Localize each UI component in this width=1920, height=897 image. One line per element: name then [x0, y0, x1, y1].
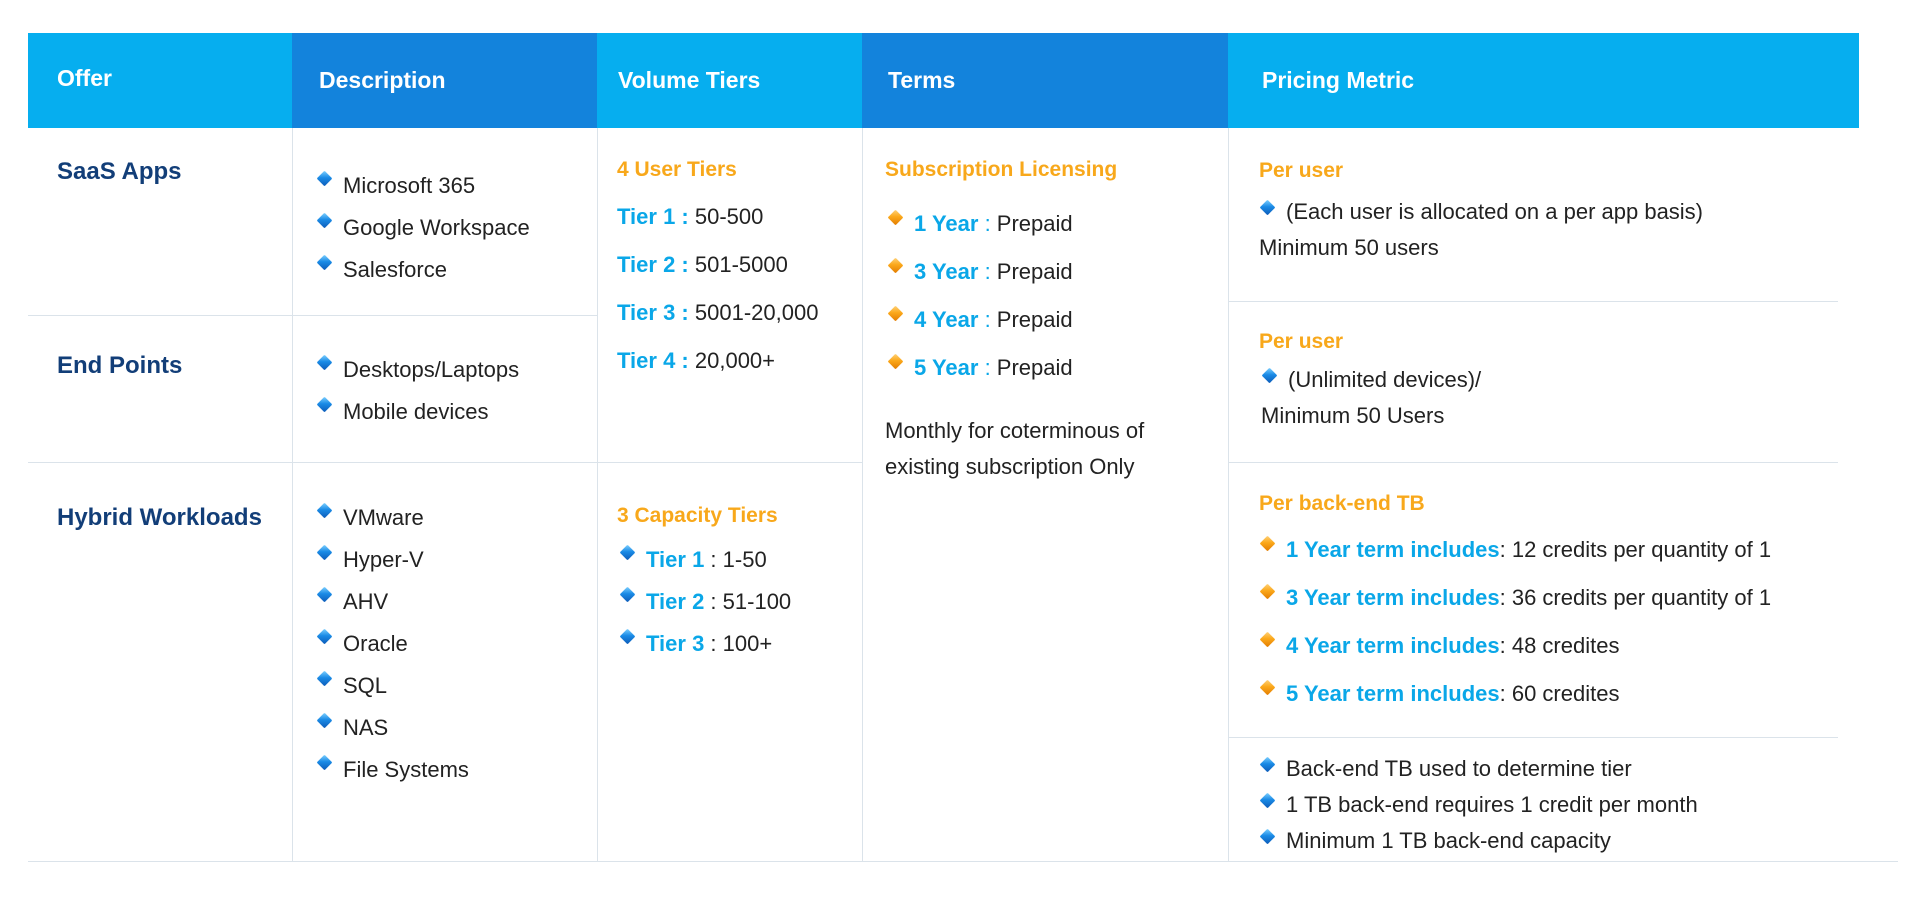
- term-value: Prepaid: [996, 355, 1073, 380]
- diamond-bullet-icon: [1260, 680, 1276, 696]
- list-item: [1259, 670, 1771, 718]
- list-item-label: VMware: [343, 505, 424, 530]
- list-item: [1259, 751, 1698, 787]
- tier-separator: :: [704, 547, 723, 572]
- list-item-label: Salesforce: [343, 257, 447, 282]
- column-divider: [1228, 128, 1229, 861]
- tier-separator: :: [675, 348, 695, 373]
- diamond-bullet-icon: [1260, 536, 1276, 552]
- diamond-bullet-icon: [317, 629, 333, 645]
- term-label: 1 Year term includes: [1286, 537, 1500, 562]
- list-item-label: 1 TB back-end requires 1 credit per month: [1286, 792, 1698, 817]
- pricing-hybrid-title: Per back-end TB: [1259, 492, 1425, 515]
- term-label: 4 Year: [914, 307, 979, 332]
- tier-range: 20,000+: [694, 348, 776, 373]
- list-item: [316, 623, 469, 665]
- description-saas-list: [316, 165, 530, 291]
- tier-separator: :: [675, 300, 695, 325]
- header-pricing-metric: Pricing Metric: [1228, 33, 1859, 128]
- list-item-label: Hyper-V: [343, 547, 424, 572]
- terms-note-line: existing subscription Only: [885, 454, 1135, 479]
- capacity-tiers-title: 3 Capacity Tiers: [617, 504, 778, 527]
- pricing-saas-title: Per user: [1259, 159, 1344, 182]
- list-item: [1261, 362, 1481, 398]
- diamond-bullet-icon: [317, 213, 333, 229]
- tier-separator: :: [675, 204, 695, 229]
- list-item: [316, 349, 519, 391]
- term-separator: :: [978, 211, 997, 236]
- list-item: [887, 248, 1073, 296]
- list-item-label: NAS: [343, 715, 389, 740]
- tier-label: Tier 2: [646, 589, 705, 614]
- term-value: : 60 credites: [1499, 681, 1620, 706]
- list-item: [1259, 574, 1771, 622]
- diamond-bullet-icon: [317, 587, 333, 603]
- list-item: [316, 749, 469, 791]
- list-item-label: Microsoft 365: [343, 173, 476, 198]
- user-tier-row: [617, 204, 763, 230]
- list-item-label: (Each user is allocated on a per app basis): [1286, 199, 1704, 224]
- tier-label: Tier 2: [617, 252, 676, 277]
- row-divider: [1228, 737, 1838, 738]
- description-endpoints-list: [316, 349, 519, 433]
- term-value: Prepaid: [996, 211, 1073, 236]
- tier-range: 501-5000: [694, 252, 788, 277]
- list-item: [316, 539, 469, 581]
- list-item: [1259, 823, 1698, 859]
- offer-hybrid-workloads: Hybrid Workloads: [57, 504, 262, 531]
- tier-range: 1-50: [722, 547, 767, 572]
- diamond-bullet-icon: [317, 171, 333, 187]
- list-item-label: Minimum 1 TB back-end capacity: [1286, 828, 1611, 853]
- user-tier-row: [617, 348, 775, 374]
- diamond-bullet-icon: [1260, 584, 1276, 600]
- list-item: [887, 296, 1073, 344]
- diamond-bullet-icon: [888, 354, 904, 370]
- offer-end-points: End Points: [57, 352, 183, 379]
- list-item-label: (Unlimited devices)/: [1288, 367, 1482, 392]
- diamond-bullet-icon: [1260, 829, 1276, 845]
- term-label: 5 Year: [914, 355, 979, 380]
- diamond-bullet-icon: [1260, 757, 1276, 773]
- terms-note-line: Monthly for coterminous of: [885, 418, 1145, 443]
- pricing-endpoints-title: Per user: [1259, 330, 1344, 353]
- terms-list: [887, 200, 1073, 392]
- term-separator: :: [978, 307, 997, 332]
- list-item: [316, 165, 530, 207]
- list-item: [1259, 622, 1771, 670]
- tier-separator: :: [675, 252, 695, 277]
- diamond-bullet-icon: [888, 258, 904, 274]
- list-item: [316, 707, 469, 749]
- list-item-label: File Systems: [343, 757, 469, 782]
- list-item: [316, 207, 530, 249]
- term-value: : 48 credites: [1499, 633, 1620, 658]
- row-divider: [28, 462, 862, 463]
- diamond-bullet-icon: [1262, 368, 1278, 384]
- list-item-label: Mobile devices: [343, 399, 489, 424]
- diamond-bullet-icon: [1260, 793, 1276, 809]
- table-bottom-border: [28, 861, 1898, 862]
- term-separator: :: [978, 259, 997, 284]
- term-label: 3 Year term includes: [1286, 585, 1500, 610]
- term-label: 5 Year term includes: [1286, 681, 1500, 706]
- user-tier-row: [617, 252, 788, 278]
- list-item: [619, 539, 791, 581]
- diamond-bullet-icon: [317, 713, 333, 729]
- list-item: [1259, 787, 1698, 823]
- column-divider: [292, 128, 293, 861]
- list-item: [316, 665, 469, 707]
- pricing-saas-list: [1259, 194, 1703, 230]
- diamond-bullet-icon: [620, 545, 636, 561]
- tier-label: Tier 1: [617, 204, 676, 229]
- list-item: [887, 344, 1073, 392]
- term-separator: :: [978, 355, 997, 380]
- list-item: [619, 581, 791, 623]
- column-divider: [862, 128, 863, 861]
- list-item: [619, 623, 791, 665]
- pricing-hybrid-notes-list: [1259, 751, 1698, 859]
- term-value: : 36 credits per quantity of 1: [1499, 585, 1772, 610]
- term-label: 1 Year: [914, 211, 979, 236]
- pricing-endpoints-list: [1261, 362, 1481, 398]
- row-divider: [1228, 462, 1838, 463]
- row-divider: [1228, 301, 1838, 302]
- header-offer-label: Offer: [57, 65, 112, 91]
- list-item: [316, 581, 469, 623]
- diamond-bullet-icon: [317, 755, 333, 771]
- list-item-label: Oracle: [343, 631, 408, 656]
- diamond-bullet-icon: [317, 355, 333, 371]
- tier-label: Tier 4: [617, 348, 676, 373]
- tier-range: 100+: [722, 631, 773, 656]
- term-label: 4 Year term includes: [1286, 633, 1500, 658]
- tier-label: Tier 3: [646, 631, 705, 656]
- tier-separator: :: [704, 631, 723, 656]
- list-item: [316, 497, 469, 539]
- tier-range: 50-500: [694, 204, 764, 229]
- list-item: [887, 200, 1073, 248]
- diamond-bullet-icon: [317, 545, 333, 561]
- row-divider: [28, 315, 597, 316]
- diamond-bullet-icon: [620, 587, 636, 603]
- offer-saas-apps: SaaS Apps: [57, 158, 182, 185]
- term-value: : 12 credits per quantity of 1: [1499, 537, 1772, 562]
- list-item-label: Desktops/Laptops: [343, 357, 520, 382]
- list-item: [316, 249, 530, 291]
- pricing-endpoints-minimum: Minimum 50 Users: [1261, 403, 1445, 428]
- list-item: [1259, 526, 1771, 574]
- term-label: 3 Year: [914, 259, 979, 284]
- user-tiers-title: 4 User Tiers: [617, 158, 737, 181]
- pricing-saas-minimum: Minimum 50 users: [1259, 235, 1439, 260]
- term-value: Prepaid: [996, 307, 1073, 332]
- diamond-bullet-icon: [888, 210, 904, 226]
- tier-label: Tier 1: [646, 547, 705, 572]
- list-item: [1259, 194, 1703, 230]
- diamond-bullet-icon: [888, 306, 904, 322]
- tier-label: Tier 3: [617, 300, 676, 325]
- table-header: [28, 33, 1859, 128]
- diamond-bullet-icon: [1260, 632, 1276, 648]
- user-tier-row: [617, 300, 818, 326]
- header-offer: [28, 33, 292, 128]
- diamond-bullet-icon: [317, 671, 333, 687]
- header-description: Description: [292, 33, 597, 128]
- diamond-bullet-icon: [317, 255, 333, 271]
- list-item: [316, 391, 519, 433]
- diamond-bullet-icon: [1260, 200, 1276, 216]
- list-item-label: Google Workspace: [343, 215, 530, 240]
- diamond-bullet-icon: [317, 503, 333, 519]
- tier-range: 5001-20,000: [694, 300, 819, 325]
- tier-separator: :: [704, 589, 723, 614]
- list-item-label: SQL: [343, 673, 388, 698]
- diamond-bullet-icon: [317, 397, 333, 413]
- header-volume-tiers: Volume Tiers: [597, 33, 862, 128]
- pricing-hybrid-terms-list: [1259, 526, 1771, 718]
- term-value: Prepaid: [996, 259, 1073, 284]
- list-item-label: AHV: [343, 589, 389, 614]
- diamond-bullet-icon: [620, 629, 636, 645]
- list-item-label: Back-end TB used to determine tier: [1286, 756, 1632, 781]
- terms-title: Subscription Licensing: [885, 158, 1118, 181]
- terms-note: [885, 413, 1144, 485]
- header-terms: Terms: [862, 33, 1228, 128]
- capacity-tiers-list: [619, 539, 791, 665]
- tier-range: 51-100: [722, 589, 792, 614]
- column-divider: [597, 128, 598, 861]
- description-hybrid-list: [316, 497, 469, 791]
